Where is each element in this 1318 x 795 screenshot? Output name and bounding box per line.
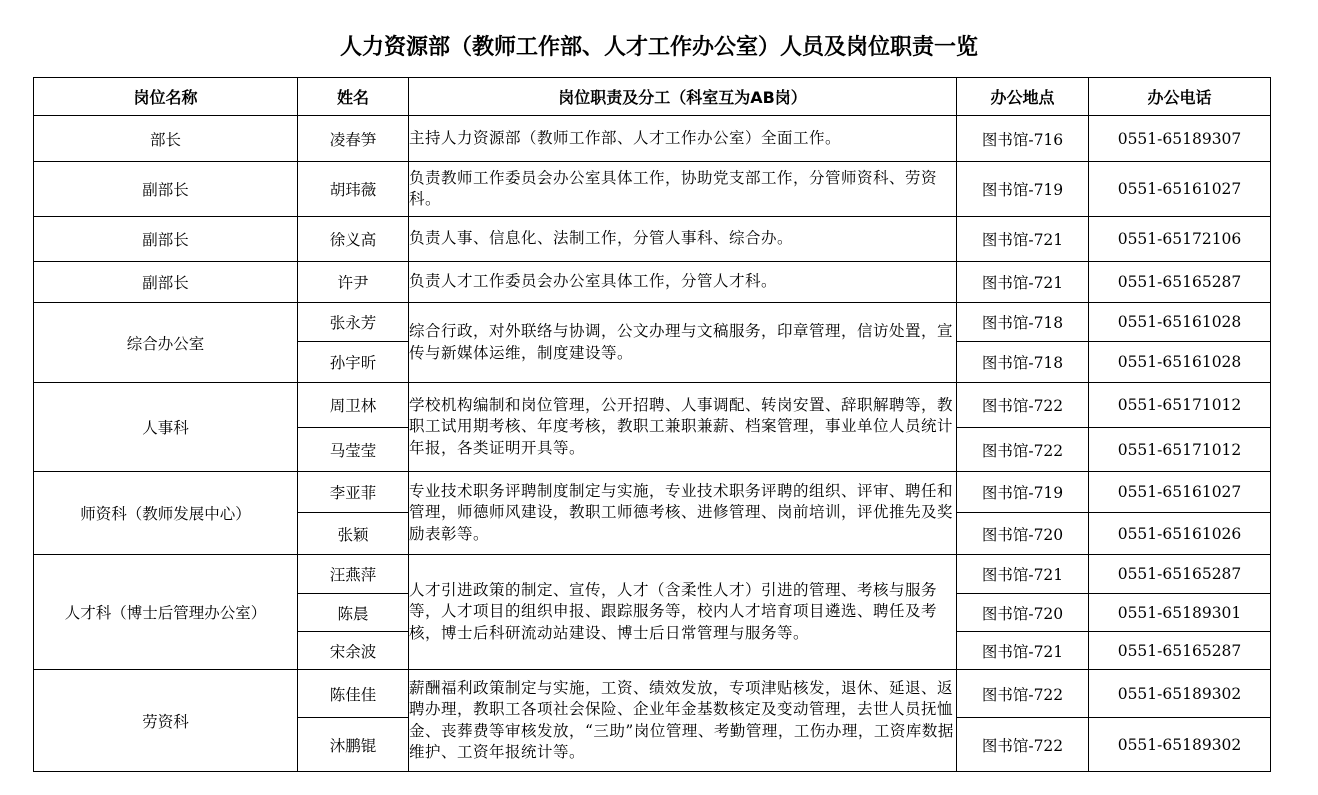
name-cell: 陈晨 — [298, 594, 409, 632]
position-cell: 人才科（博士后管理办公室） — [34, 555, 298, 670]
phone-cell: 0551-65165287 — [1089, 262, 1271, 303]
phone-cell: 0551-65172106 — [1089, 217, 1271, 262]
phone-cell: 0551-65161027 — [1089, 162, 1271, 217]
location-cell: 图书馆-722 — [957, 428, 1089, 472]
location-cell: 图书馆-721 — [957, 632, 1089, 670]
location-cell: 图书馆-721 — [957, 262, 1089, 303]
name-cell: 许尹 — [298, 262, 409, 303]
duty-cell: 薪酬福利政策制定与实施，工资、绩效发放，专项津贴核发，退休、延退、返聘办理，教职工各项社会保险、企业年金基数核定及变动管理，去世人员抚恤金、丧葬费等审核发放，“三助”岗位管理、考勤管理，工伤办理，工资库数据维护、工资年报统计等。 — [409, 670, 957, 772]
position-cell: 人事科 — [34, 383, 298, 472]
header-location: 办公地点 — [957, 78, 1089, 116]
header-position: 岗位名称 — [34, 78, 298, 116]
name-cell: 陈佳佳 — [298, 670, 409, 718]
name-cell: 张永芳 — [298, 303, 409, 342]
table-row — [34, 303, 1271, 342]
duty-cell: 负责人事、信息化、法制工作，分管人事科、综合办。 — [409, 217, 957, 262]
header-name: 姓名 — [298, 78, 409, 116]
phone-cell: 0551-65165287 — [1089, 632, 1271, 670]
duty-cell: 负责人才工作委员会办公室具体工作，分管人才科。 — [409, 262, 957, 303]
table-row — [34, 162, 1271, 217]
table-row — [34, 116, 1271, 162]
phone-cell: 0551-65189307 — [1089, 116, 1271, 162]
table-row — [34, 217, 1271, 262]
phone-cell: 0551-65165287 — [1089, 555, 1271, 594]
phone-cell: 0551-65189301 — [1089, 594, 1271, 632]
duty-cell: 综合行政，对外联络与协调，公文办理与文稿服务，印章管理，信访处置，宣传与新媒体运维，制度建设等。 — [409, 303, 957, 383]
location-cell: 图书馆-718 — [957, 303, 1089, 342]
position-cell: 综合办公室 — [34, 303, 298, 383]
phone-cell: 0551-65161028 — [1089, 303, 1271, 342]
phone-cell: 0551-65171012 — [1089, 383, 1271, 428]
location-cell: 图书馆-721 — [957, 217, 1089, 262]
location-cell: 图书馆-722 — [957, 670, 1089, 718]
table-row — [34, 383, 1271, 428]
location-cell: 图书馆-721 — [957, 555, 1089, 594]
location-cell: 图书馆-722 — [957, 718, 1089, 772]
position-cell: 劳资科 — [34, 670, 298, 772]
location-cell: 图书馆-720 — [957, 513, 1089, 555]
name-cell: 徐义高 — [298, 217, 409, 262]
phone-cell: 0551-65161026 — [1089, 513, 1271, 555]
table-header-row — [34, 78, 1271, 116]
name-cell: 周卫林 — [298, 383, 409, 428]
name-cell: 李亚菲 — [298, 472, 409, 513]
phone-cell: 0551-65189302 — [1089, 718, 1271, 772]
position-cell: 副部长 — [34, 217, 298, 262]
name-cell: 胡玮薇 — [298, 162, 409, 217]
location-cell: 图书馆-722 — [957, 383, 1089, 428]
duty-cell: 专业技术职务评聘制度制定与实施，专业技术职务评聘的组织、评审、聘任和管理，师德师风建设，教职工师德考核、进修管理、岗前培训，评优推先及奖励表彰等。 — [409, 472, 957, 555]
phone-cell: 0551-65171012 — [1089, 428, 1271, 472]
name-cell: 汪燕萍 — [298, 555, 409, 594]
table-row — [34, 555, 1271, 594]
position-cell: 师资科（教师发展中心） — [34, 472, 298, 555]
phone-cell: 0551-65161027 — [1089, 472, 1271, 513]
position-cell: 副部长 — [34, 162, 298, 217]
page-title: 人力资源部（教师工作部、人才工作办公室）人员及岗位职责一览 — [339, 35, 978, 60]
name-cell: 孙宇昕 — [298, 342, 409, 383]
name-cell: 沐鹏锟 — [298, 718, 409, 772]
name-cell: 宋余波 — [298, 632, 409, 670]
table-row — [34, 262, 1271, 303]
duty-cell: 主持人力资源部（教师工作部、人才工作办公室）全面工作。 — [409, 116, 957, 162]
position-cell: 部长 — [34, 116, 298, 162]
phone-cell: 0551-65189302 — [1089, 670, 1271, 718]
position-cell: 副部长 — [34, 262, 298, 303]
location-cell: 图书馆-716 — [957, 116, 1089, 162]
location-cell: 图书馆-720 — [957, 594, 1089, 632]
duty-cell: 学校机构编制和岗位管理，公开招聘、人事调配、转岗安置、辞职解聘等，教职工试用期考核、年度考核，教职工兼职兼薪、档案管理，事业单位人员统计年报，各类证明开具等。 — [409, 383, 957, 472]
duty-cell: 人才引进政策的制定、宣传，人才（含柔性人才）引进的管理、考核与服务等，人才项目的组织申报、跟踪服务等，校内人才培育项目遴选、聘任及考核，博士后科研流动站建设、博士后日常管理与服务等。 — [409, 555, 957, 670]
name-cell: 张颖 — [298, 513, 409, 555]
staff-duty-table — [33, 77, 1271, 772]
name-cell: 凌春笋 — [298, 116, 409, 162]
table-row — [34, 670, 1271, 718]
phone-cell: 0551-65161028 — [1089, 342, 1271, 383]
header-duty: 岗位职责及分工（科室互为AB岗） — [409, 78, 957, 116]
header-phone: 办公电话 — [1089, 78, 1271, 116]
location-cell: 图书馆-719 — [957, 162, 1089, 217]
table-row — [34, 472, 1271, 513]
location-cell: 图书馆-718 — [957, 342, 1089, 383]
duty-cell: 负责教师工作委员会办公室具体工作，协助党支部工作，分管师资科、劳资科。 — [409, 162, 957, 217]
name-cell: 马莹莹 — [298, 428, 409, 472]
location-cell: 图书馆-719 — [957, 472, 1089, 513]
